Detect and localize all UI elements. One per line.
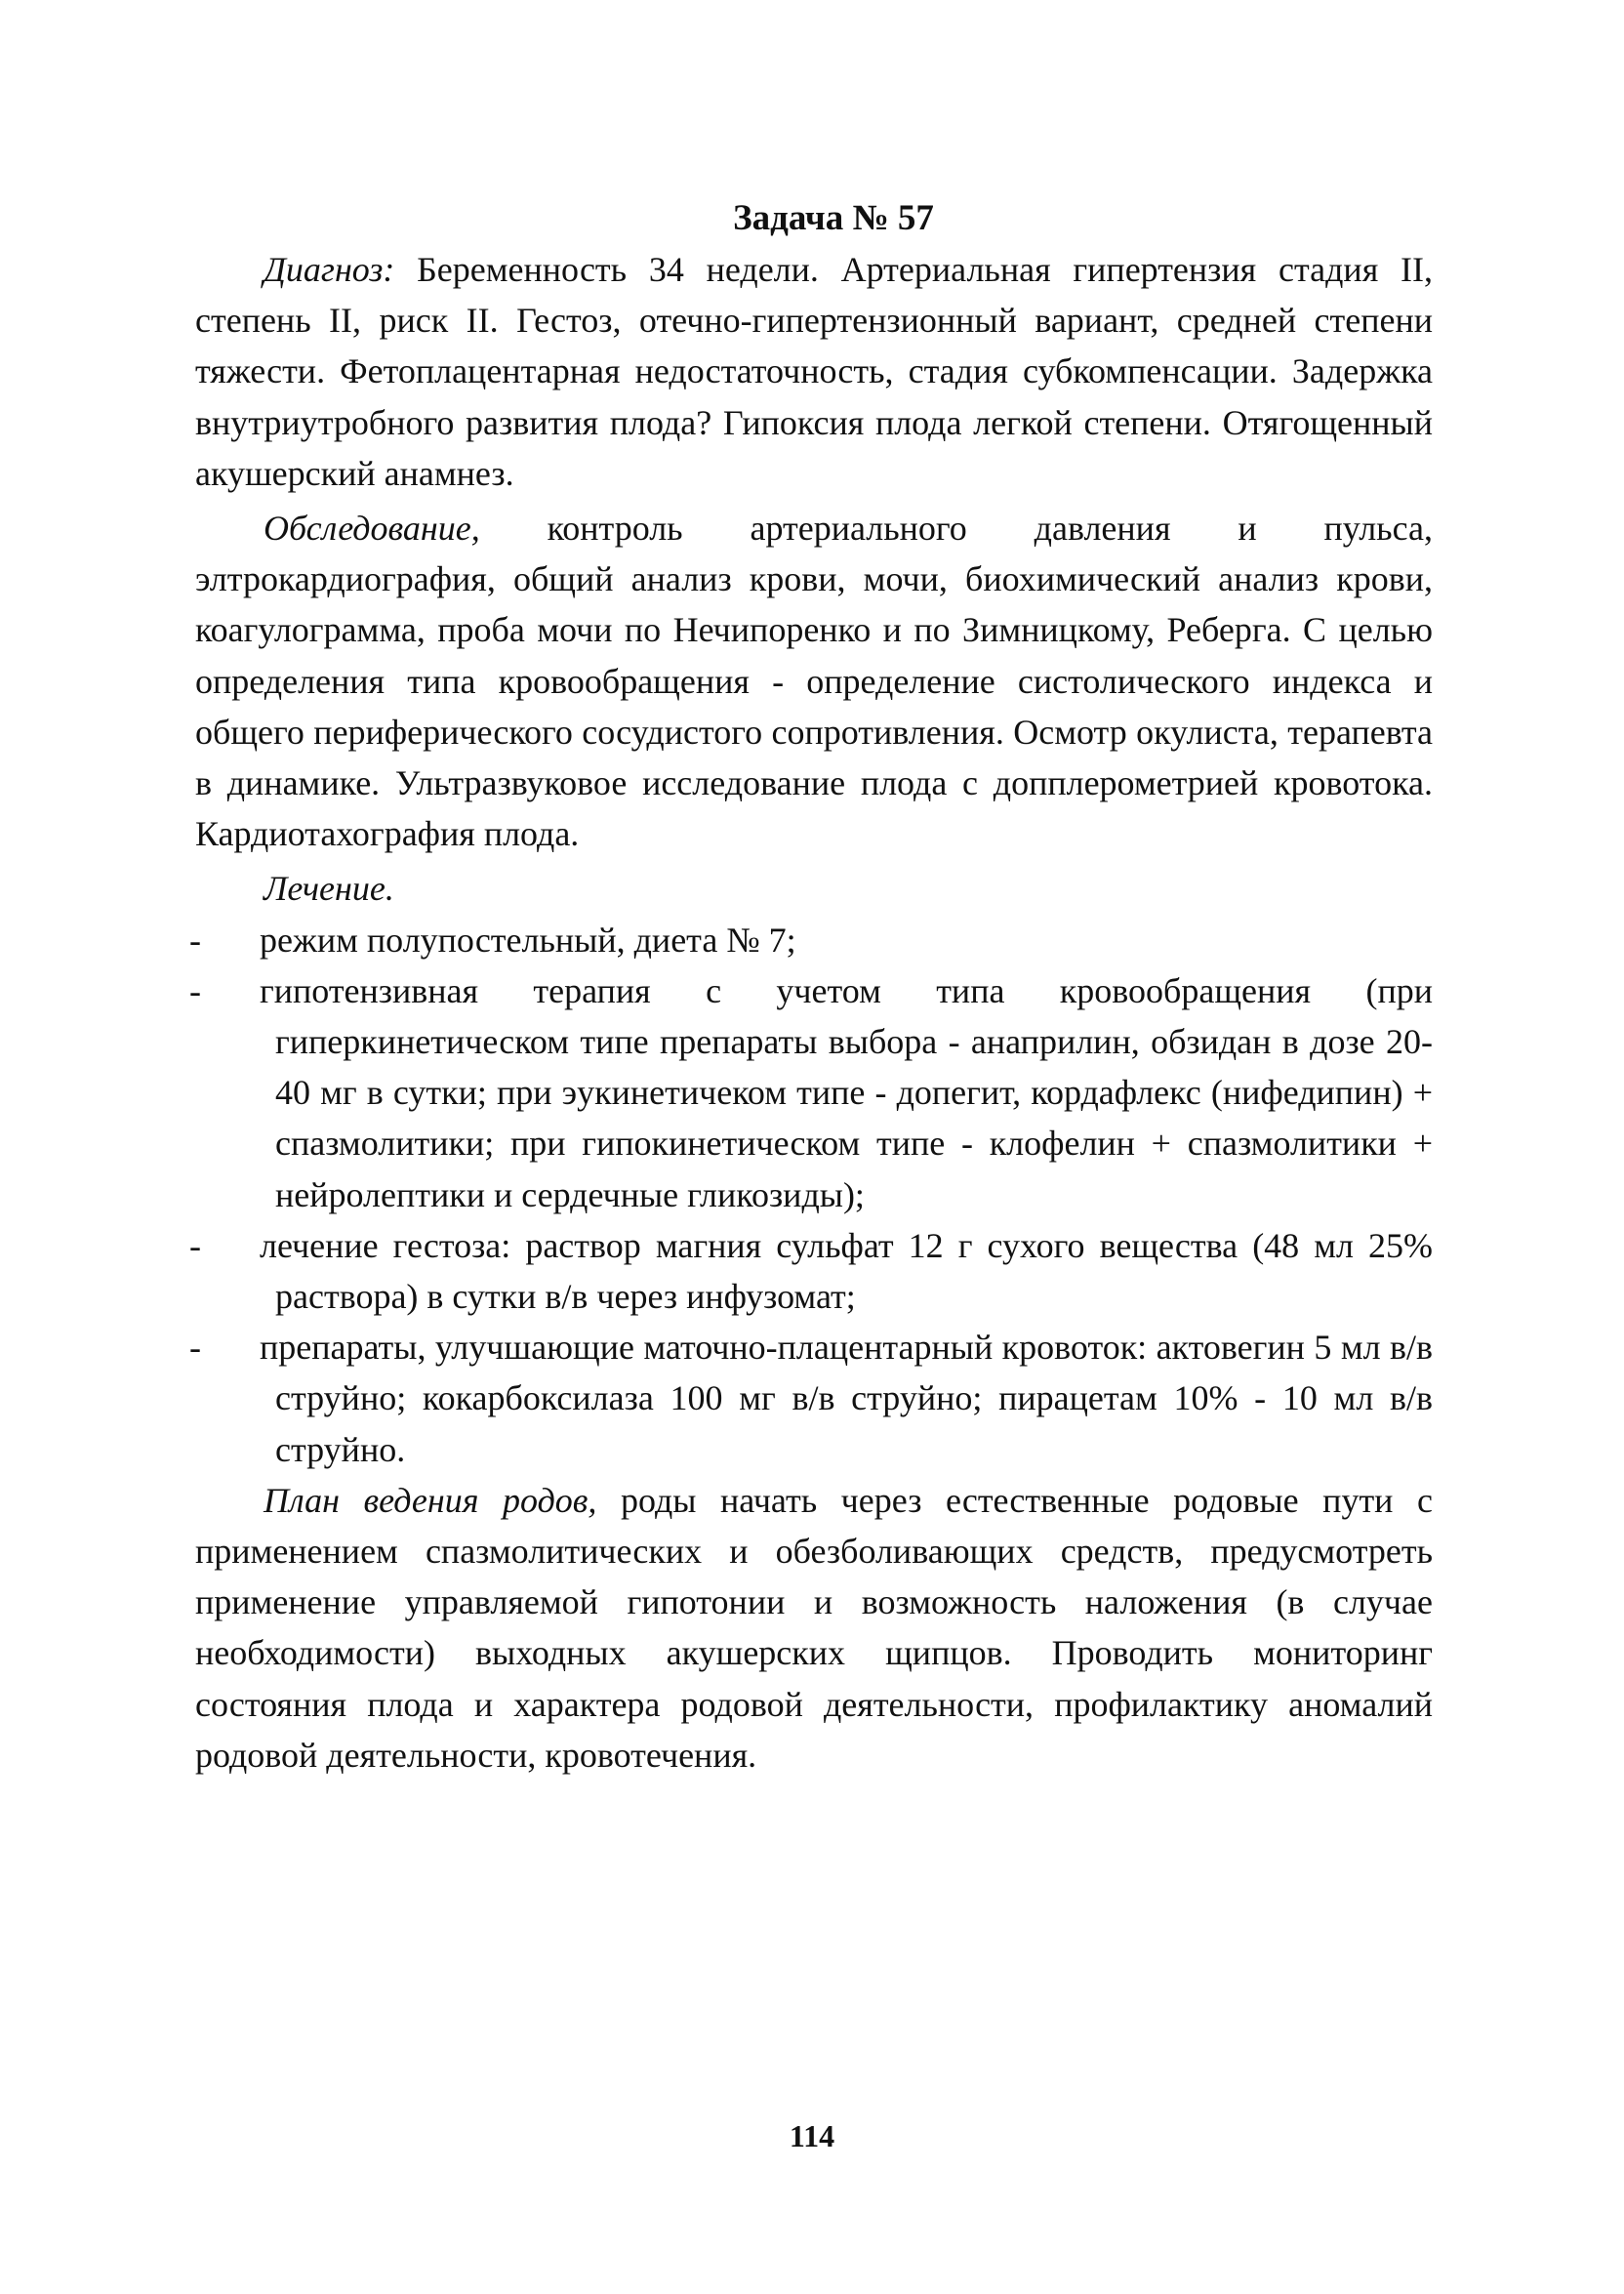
treatment-list <box>189 915 1433 1475</box>
list-bullet: - <box>189 1225 201 1265</box>
treatment-heading: Лечение. <box>264 869 394 909</box>
delivery-plan-paragraph <box>195 1475 1433 1781</box>
list-bullet: - <box>189 1328 201 1368</box>
diagnosis-label: Диагноз: <box>264 250 395 289</box>
examination-text: контроль артериального давления и пульса, элтрокардиография, общий анализ крови, мочи, биохимический анализ крови, коагулограмма, проба мочи по Нечипоренко и по Зимницкому, Реберга. С целью определения типа кровообращения - определение систолического индекса и общего периферического сосудистого сопротивления. Осмотр окулиста, терапевта в динамике. Ультразвуковое исследование плода с допплерометрией кровотока. Кардиотахография плода. <box>195 509 1433 854</box>
list-item-text: лечение гестоза: раствор магния сульфат 12 г сухого вещества (48 мл 25% раствора) в сутки в/в через инфузомат; <box>260 1225 1433 1317</box>
list-item-text: препараты, улучшающие маточно-плацентарный кровоток: актовегин 5 мл в/в струйно; кокарбоксилаза 100 мг в/в струйно; пирацетам 10% - 10 мл в/в струйно. <box>260 1328 1433 1469</box>
examination-label: Обследование, <box>264 509 480 549</box>
diagnosis-text: Беременность 34 недели. Артериальная гипертензия стадия II, степень II, риск II. Гестоз, отечно-гипертензионный вариант, средней степени тяжести. Фетоплацентарная недостаточность, стадия субкомпенсации. Задержка внутриутробного развития плода? Гипоксия плода легкой степени. Отягощенный акушерский анамнез. <box>195 250 1433 493</box>
examination-paragraph <box>195 503 1433 859</box>
document-page <box>189 193 1433 1784</box>
list-bullet: - <box>189 920 201 960</box>
list-item <box>189 1220 1433 1322</box>
list-item-text: гипотензивная терапия с учетом типа кровообращения (при гиперкинетическом типе препараты выбора - анаприлин, обзидан в дозе 20-40 мг в сутки; при эукинетичеком типе - допегит, кордафлекс (нифедипин) + спазмолитики; при гипокинетическом типе - клофелин + спазмолитики + нейролептики и сердечные гликозиды); <box>260 970 1433 1214</box>
list-item <box>189 1322 1433 1475</box>
delivery-plan-label: План ведения родов, <box>264 1480 597 1520</box>
delivery-plan-text: роды начать через естественные родовые пути с применением спазмолитических и обезболивающих средств, предусмотреть применение управляемой гипотонии и возможность наложения (в случае необходимости) выходных акушерских щипцов. Проводить мониторинг состояния плода и характера родовой деятельности, профилактику аномалий родовой деятельности, кровотечения. <box>195 1480 1433 1775</box>
task-title: Задача № 57 <box>733 198 934 238</box>
list-item-text: режим полупостельный, диета № 7; <box>260 920 796 960</box>
list-bullet: - <box>189 970 201 1010</box>
list-item <box>189 965 1433 1220</box>
diagnosis-paragraph <box>195 244 1433 499</box>
list-item <box>189 915 1433 965</box>
page-number: 114 <box>789 2118 835 2153</box>
